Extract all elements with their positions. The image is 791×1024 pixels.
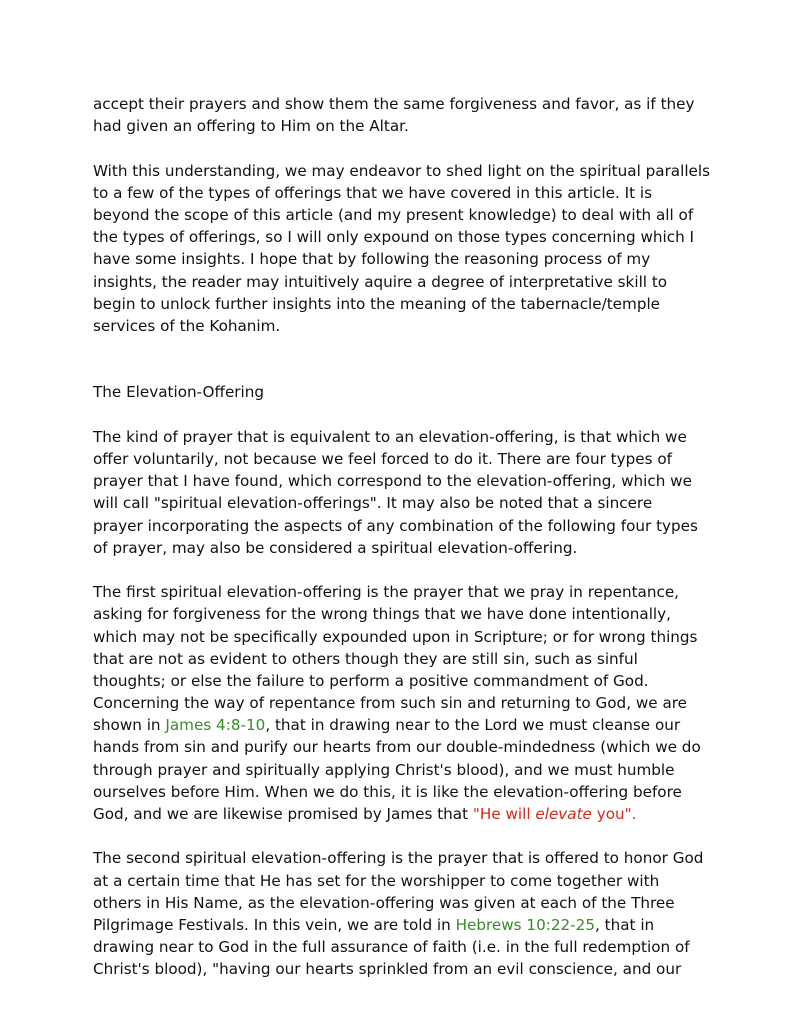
paragraph-spacer — [93, 404, 733, 426]
paragraph-line — [93, 714, 733, 736]
paragraph-spacer — [93, 137, 733, 159]
paragraph-line: begin to unlock further insights into the meaning of the tabernacle/temple — [93, 294, 661, 313]
paragraph-line: The first spiritual elevation-offering is the prayer that we pray in repentance, — [93, 583, 679, 602]
paragraph-line: at a certain time that He has set for the worshipper to come together with — [93, 871, 660, 890]
paragraph-line — [93, 803, 733, 825]
quote-text: "He will — [472, 805, 536, 823]
paragraph-line: accept their prayers and show them the same forgiveness and favor, as if they — [93, 95, 695, 113]
paragraph-line: through prayer and spiritually applying Christ's blood), and we must humble — [93, 760, 675, 779]
paragraph-line — [93, 914, 733, 936]
paragraph-line: hands from sin and purify our hearts from our double-mindedness (which we do — [93, 738, 701, 757]
line-text: Pilgrimage Festivals. In this vein, we are told in — [93, 915, 456, 934]
line-text: God, and we are likewise promised by James that — [93, 805, 473, 823]
quote-text: you" — [591, 805, 632, 823]
paragraph-line: of prayer, may also be considered a spiritual elevation-offering. — [93, 538, 578, 557]
paragraph-line: the types of offerings, so I will only expound on those types concerning which I — [93, 228, 694, 247]
paragraph-line: had given an offering to Him on the Altar. — [93, 117, 409, 136]
paragraph-line: will call "spiritual elevation-offerings". It may also be noted that a sincere — [93, 494, 653, 513]
quote-period: . — [631, 805, 637, 823]
paragraph-line: have some insights. I hope that by following the reasoning process of my — [93, 250, 651, 269]
line-text: , that in drawing near to the Lord we must cleanse our — [265, 716, 681, 735]
paragraph-line: beyond the scope of this article (and my present knowledge) to deal with all of — [93, 205, 694, 224]
paragraph-line: With this understanding, we may endeavor to shed light on the spiritual parallels — [93, 161, 711, 180]
line-text: shown in — [93, 716, 166, 735]
paragraph-spacer — [93, 559, 733, 581]
paragraph-line: that are not as evident to others though they are still sin, such as sinful — [93, 649, 638, 668]
paragraph-line: drawing near to God in the full assurance of faith (i.e. in the full redemption of — [93, 938, 690, 957]
paragraph-line: Christ's blood), "having our hearts sprinkled from an evil conscience, and our — [93, 960, 682, 979]
quote-emphasis: elevate — [535, 805, 592, 823]
paragraph-line: asking for forgiveness for the wrong things that we have done intentionally, — [93, 605, 671, 624]
paragraph-line: offer voluntarily, not because we feel forced to do it. There are four types of — [93, 450, 672, 468]
line-text: , that in — [595, 915, 655, 934]
paragraph-spacer — [93, 359, 733, 381]
scripture-reference-hebrews: Hebrews 10:22-25 — [455, 915, 595, 934]
paragraph-spacer — [93, 825, 733, 847]
paragraph-line: Concerning the way of repentance from such sin and returning to God, we are — [93, 694, 688, 713]
paragraph-line: others in His Name, as the elevation-offering was given at each of the Three — [93, 893, 675, 912]
paragraph-line: The second spiritual elevation-offering is the prayer that is offered to honor God — [93, 849, 704, 868]
paragraph-line: services of the Kohanim. — [93, 316, 281, 335]
paragraph-line: to a few of the types of offerings that we have covered in this article. It is — [93, 183, 653, 202]
paragraph-line: insights, the reader may intuitively aquire a degree of interpretative skill to — [93, 272, 668, 291]
paragraph-line: which may not be specifically expounded upon in Scripture; or for wrong things — [93, 627, 698, 646]
paragraph-line: ourselves before Him. When we do this, it is like the elevation-offering before — [93, 782, 682, 801]
paragraph-line: prayer that I have found, which correspond to the elevation-offering, which we — [93, 472, 692, 491]
scripture-quotation — [473, 805, 632, 823]
document-body — [93, 93, 733, 981]
paragraph-spacer — [93, 337, 733, 359]
paragraph-line: The kind of prayer that is equivalent to an elevation-offering, is that which we — [93, 427, 687, 446]
scripture-reference-james: James 4:8-10 — [165, 716, 266, 735]
paragraph-line: prayer incorporating the aspects of any combination of the following four types — [93, 516, 698, 535]
paragraph-line: thoughts; or else the failure to perform a positive commandment of God. — [93, 671, 649, 690]
section-heading: The Elevation-Offering — [93, 383, 265, 402]
